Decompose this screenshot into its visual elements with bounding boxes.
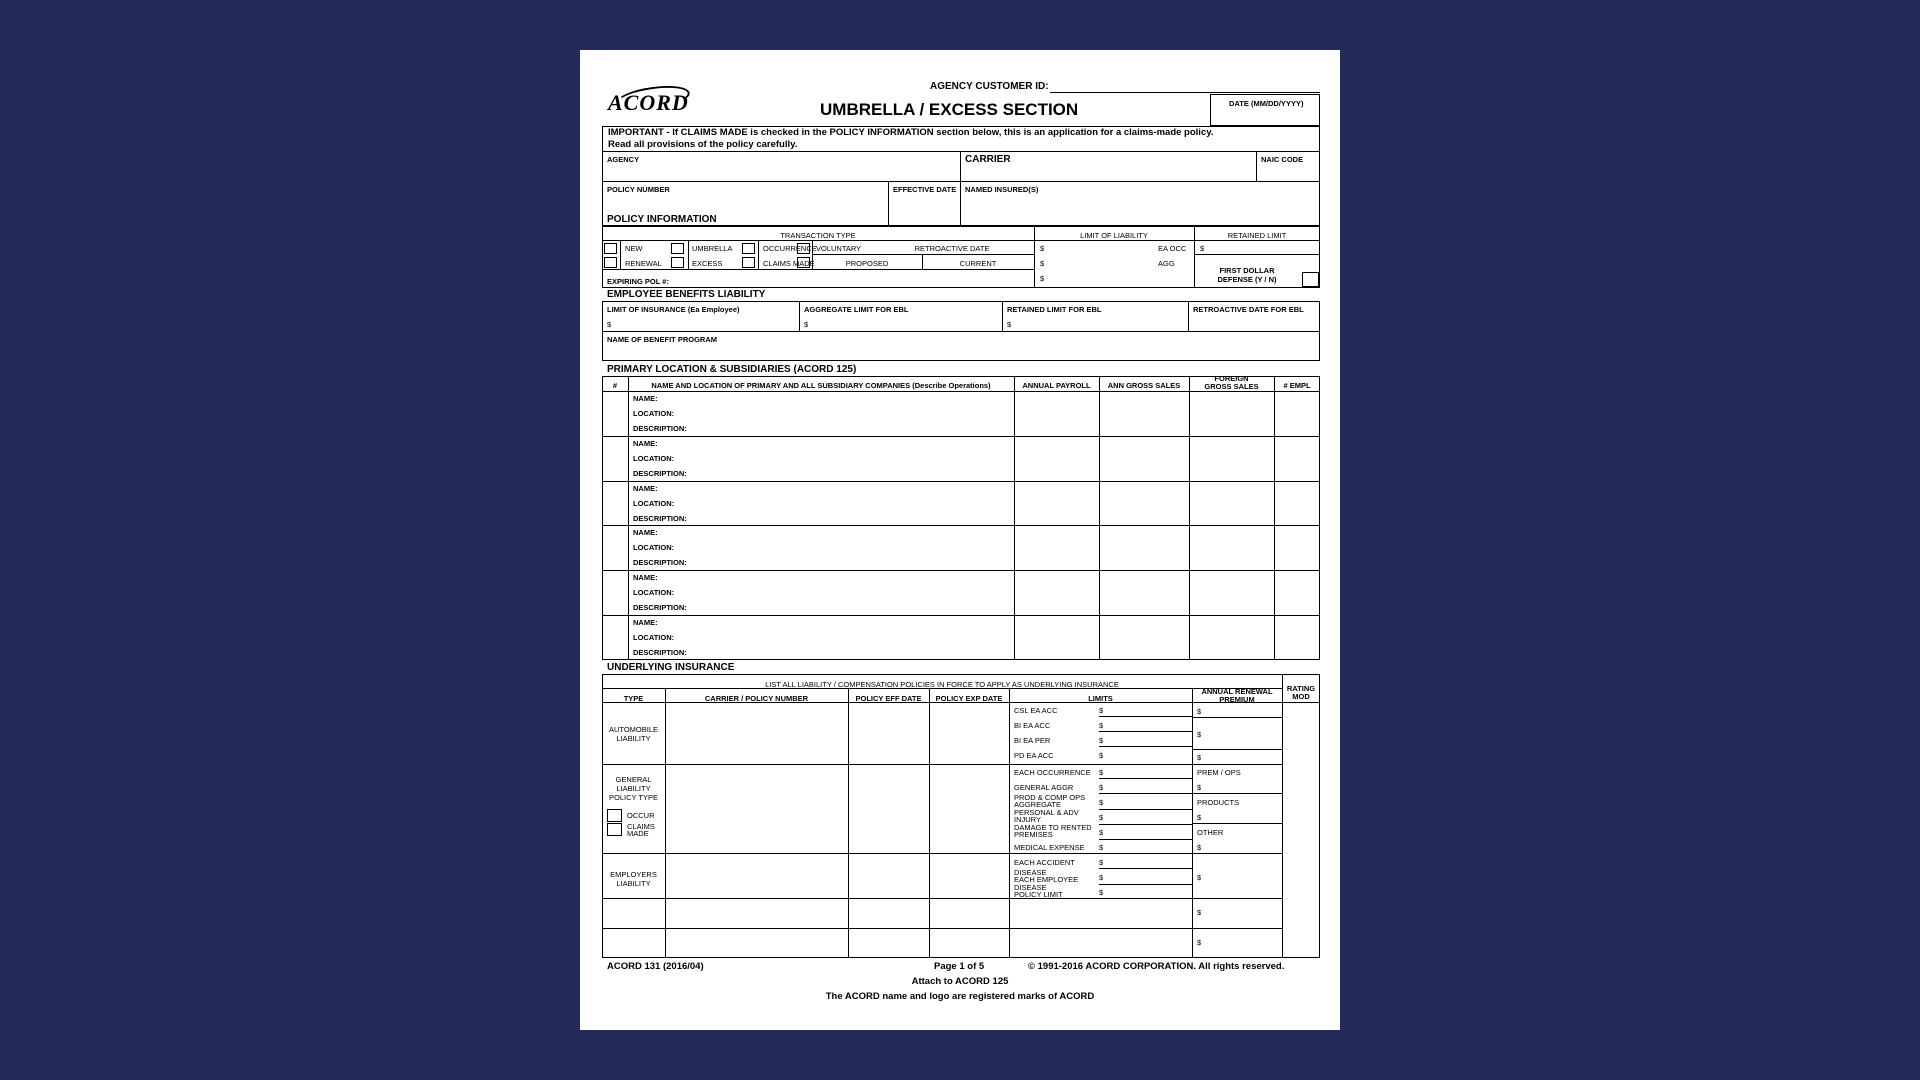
limit-line-1: PERSONAL & ADV xyxy=(1014,808,1079,817)
divider xyxy=(602,436,1320,437)
gl-line-1: GENERAL xyxy=(615,775,652,784)
col-exp-header: POLICY EXP DATE xyxy=(935,694,1003,703)
dollar-sign: $ xyxy=(1197,813,1202,822)
dollar-sign: $ xyxy=(1099,798,1104,807)
divider xyxy=(1274,376,1275,660)
name-label: NAME: xyxy=(633,394,658,403)
col-eff-header: POLICY EFF DATE xyxy=(855,694,922,703)
divider xyxy=(602,151,1320,152)
divider xyxy=(799,301,800,331)
limit-label xyxy=(1014,869,1078,883)
divider xyxy=(1194,254,1320,255)
limit-label: CSL EA ACC xyxy=(1014,706,1058,715)
expiring-pol-label: EXPIRING POL #: xyxy=(607,277,669,286)
limit-underline[interactable] xyxy=(1099,716,1192,717)
description-label: DESCRIPTION: xyxy=(633,603,687,613)
date-label: DATE (MM/DD/YYYY) xyxy=(1229,99,1304,108)
col-rating-line-1: RATING xyxy=(1286,684,1316,693)
dollar-sign: $ xyxy=(1200,244,1205,253)
limit-label xyxy=(1014,884,1063,898)
divider xyxy=(1192,749,1282,750)
limit-label: BI EA ACC xyxy=(1014,721,1051,730)
divider xyxy=(1099,376,1100,660)
occurrence-label: OCCURRENCE xyxy=(763,244,817,253)
divider xyxy=(602,331,1320,332)
dollar-sign: $ xyxy=(1099,828,1104,837)
limit-line-2: PREMISES xyxy=(1014,830,1053,839)
acord-logo: ACORD xyxy=(608,90,689,115)
divider xyxy=(602,570,1320,571)
dollar-sign: $ xyxy=(1099,888,1104,897)
limit-underline[interactable] xyxy=(1099,809,1192,810)
named-insured-label: NAMED INSURED(S) xyxy=(965,185,1039,194)
occurrence-checkbox[interactable] xyxy=(742,243,755,254)
occur-label: OCCUR xyxy=(627,811,655,820)
limit-underline[interactable] xyxy=(1099,824,1192,825)
divider xyxy=(1282,674,1283,958)
dollar-sign: $ xyxy=(804,320,809,329)
description-label: DESCRIPTION: xyxy=(633,513,687,523)
trademark-note: The ACORD name and logo are registered marks of ACORD xyxy=(825,991,1095,1002)
location-label: LOCATION: xyxy=(633,588,675,598)
important-line-2: Read all provisions of the policy carefully. xyxy=(608,139,798,150)
primary-heading: PRIMARY LOCATION & SUBSIDIARIES (ACORD 125) xyxy=(607,364,857,375)
col-rating-line-2: MOD xyxy=(1292,692,1310,701)
limit-label: BI EA PER xyxy=(1014,736,1051,745)
dollar-sign: $ xyxy=(1197,908,1202,917)
location-label: LOCATION: xyxy=(633,498,675,508)
dollar-sign: $ xyxy=(1197,753,1202,762)
list-all-label: LIST ALL LIABILITY / COMPENSATION POLICIES IN FORCE TO APPLY AS UNDERLYING INSURANCE xyxy=(765,680,1119,689)
benefit-program-label: NAME OF BENEFIT PROGRAM xyxy=(607,335,717,344)
limit-line-1: DISEASE xyxy=(1014,883,1047,892)
limit-underline[interactable] xyxy=(1099,884,1192,885)
col-type-header: TYPE xyxy=(623,694,644,703)
form-page xyxy=(580,50,1340,1030)
divider xyxy=(602,181,1320,182)
col-empl-header: # EMPL xyxy=(1283,381,1311,390)
divider xyxy=(602,688,1282,689)
divider xyxy=(602,764,1282,765)
agg-label: AGG xyxy=(1158,259,1175,268)
divider xyxy=(812,254,1034,255)
claims-made-gl-checkbox[interactable] xyxy=(607,823,622,836)
name-label: NAME: xyxy=(633,573,658,583)
carrier-label: CARRIER xyxy=(965,154,1011,165)
policy-info-heading: POLICY INFORMATION xyxy=(607,214,717,225)
auto-liability-type xyxy=(602,725,665,743)
dollar-sign: $ xyxy=(607,320,612,329)
claims-line-2: MADE xyxy=(627,829,649,838)
effective-date-label: EFFECTIVE DATE xyxy=(893,185,957,194)
auto-line-2: LIABILITY xyxy=(616,734,651,743)
location-label: LOCATION: xyxy=(633,409,675,418)
dollar-sign: $ xyxy=(1099,783,1104,792)
divider xyxy=(1009,688,1010,958)
voluntary-label: VOLUNTARY xyxy=(816,244,862,253)
retroactive-date-label: RETROACTIVE DATE xyxy=(914,244,990,253)
limit-underline[interactable] xyxy=(1099,868,1192,869)
excess-checkbox[interactable] xyxy=(671,257,684,268)
name-label: NAME: xyxy=(633,618,658,627)
divider xyxy=(665,688,666,958)
dollar-sign: $ xyxy=(1197,730,1202,739)
limit-label: EACH OCCURRENCE xyxy=(1014,768,1091,777)
ebl-retained-label: RETAINED LIMIT FOR EBL xyxy=(1007,305,1102,314)
ebl-heading: EMPLOYEE BENEFITS LIABILITY xyxy=(607,289,766,300)
name-label: NAME: xyxy=(633,483,658,493)
ea-occ-label: EA OCC xyxy=(1158,244,1187,253)
limit-line-1: PROD & COMP OPS xyxy=(1014,793,1086,802)
limit-line-2: AGGREGATE xyxy=(1014,800,1061,809)
limit-underline[interactable] xyxy=(1099,746,1192,747)
primary-table xyxy=(602,376,1320,660)
products-label: PRODUCTS xyxy=(1197,798,1240,807)
form-title: UMBRELLA / EXCESS SECTION xyxy=(820,100,1079,119)
dollar-sign: $ xyxy=(1099,751,1104,760)
emp-line-1: EMPLOYERS xyxy=(610,870,657,879)
description-label: DESCRIPTION: xyxy=(633,648,687,657)
umbrella-label: UMBRELLA xyxy=(692,244,733,253)
divider xyxy=(1256,151,1257,181)
excess-label: EXCESS xyxy=(692,259,723,268)
divider xyxy=(1192,823,1282,824)
divider xyxy=(602,853,1282,854)
col-num-header: # xyxy=(612,381,618,390)
dollar-sign: $ xyxy=(1007,320,1012,329)
gl-line-3: POLICY TYPE xyxy=(609,793,658,802)
current-label: CURRENT xyxy=(959,259,997,268)
gl-line-2: LIABILITY xyxy=(616,784,651,793)
divider xyxy=(602,269,1034,270)
claims-made-checkbox[interactable] xyxy=(742,257,755,268)
date-field[interactable] xyxy=(1210,94,1320,126)
attach-note: Attach to ACORD 125 xyxy=(911,976,1009,987)
divider xyxy=(602,391,1320,392)
occur-checkbox[interactable] xyxy=(607,809,622,822)
location-label: LOCATION: xyxy=(633,453,675,463)
claims-line-1: CLAIMS xyxy=(627,822,655,831)
employers-liability-type xyxy=(602,870,665,888)
description-label: DESCRIPTION: xyxy=(633,424,687,433)
ebl-retro-label: RETROACTIVE DATE FOR EBL xyxy=(1193,305,1304,314)
retained-limit-label: RETAINED LIMIT xyxy=(1227,231,1287,240)
umbrella-checkbox[interactable] xyxy=(671,243,684,254)
col-foreign-line-2: GROSS SALES xyxy=(1204,382,1259,391)
divider xyxy=(620,240,621,269)
description-label: DESCRIPTION: xyxy=(633,558,687,568)
description-label: DESCRIPTION: xyxy=(633,468,687,478)
limit-line-1: DAMAGE TO RENTED xyxy=(1014,823,1092,832)
ebl-limit-label: LIMIT OF INSURANCE (Ea Employee) xyxy=(607,305,740,314)
page-number: Page 1 of 5 xyxy=(934,961,985,972)
col-payroll-header: ANNUAL PAYROLL xyxy=(1022,381,1091,390)
divider xyxy=(602,615,1320,616)
divider xyxy=(602,525,1320,526)
agency-label: AGENCY xyxy=(607,155,640,164)
divider xyxy=(1014,376,1015,660)
copyright: © 1991-2016 ACORD CORPORATION. All rights reserved. xyxy=(1028,961,1285,972)
policy-number-label: POLICY NUMBER xyxy=(607,185,670,194)
divider xyxy=(1192,717,1282,718)
location-label: LOCATION: xyxy=(633,543,675,553)
divider xyxy=(602,240,1320,241)
dollar-sign: $ xyxy=(1197,938,1202,947)
limit-of-liability-label: LIMIT OF LIABILITY xyxy=(1080,231,1148,240)
col-premium-line-2: PREMIUM xyxy=(1219,695,1255,704)
important-notice xyxy=(608,127,1213,151)
name-label: NAME: xyxy=(633,438,658,448)
divider xyxy=(1192,793,1282,794)
dollar-sign: $ xyxy=(1099,736,1104,745)
limit-line-1: DISEASE xyxy=(1014,868,1047,877)
divider xyxy=(960,151,961,226)
limit-underline[interactable] xyxy=(1099,778,1192,779)
auto-line-1: AUTOMOBILE xyxy=(608,725,659,734)
col-carrier-header: CARRIER / POLICY NUMBER xyxy=(704,694,809,703)
important-line-1: IMPORTANT - If CLAIMS MADE is checked in the POLICY INFORMATION section below, this is an application for a claims-made policy. xyxy=(608,127,1214,138)
col-sales-header: ANN GROSS SALES xyxy=(1107,381,1181,390)
limit-underline[interactable] xyxy=(1099,731,1192,732)
limit-label: PD EA ACC xyxy=(1014,751,1054,760)
renewal-checkbox[interactable] xyxy=(604,257,617,268)
dollar-sign: $ xyxy=(1197,873,1202,882)
divider xyxy=(688,240,689,269)
limit-label xyxy=(1014,794,1085,808)
col-limits-header: LIMITS xyxy=(1088,694,1113,703)
general-liability-type xyxy=(602,775,665,802)
col-name-header: NAME AND LOCATION OF PRIMARY AND ALL SUBSIDIARY COMPANIES (Describe Operations) xyxy=(651,381,991,390)
dollar-sign: $ xyxy=(1040,244,1045,253)
divider xyxy=(758,240,759,269)
first-dollar-line-2: DEFENSE (Y / N) xyxy=(1217,275,1277,284)
col-rating-header xyxy=(1282,685,1320,701)
divider xyxy=(602,928,1282,929)
divider xyxy=(1002,301,1003,331)
limit-label: GENERAL AGGR xyxy=(1014,783,1074,792)
dollar-sign: $ xyxy=(1197,783,1202,792)
col-foreign-line-1: FOREIGN xyxy=(1214,374,1249,383)
location-label: LOCATION: xyxy=(633,633,675,642)
limit-underline[interactable] xyxy=(1099,793,1192,794)
divider xyxy=(848,688,849,958)
renewal-label: RENEWAL xyxy=(625,259,662,268)
other-label: OTHER xyxy=(1197,828,1224,837)
limit-line-2: EACH EMPLOYEE xyxy=(1014,875,1079,884)
agency-customer-id-label: AGENCY CUSTOMER ID: xyxy=(930,81,1049,92)
limit-label: MEDICAL EXPENSE xyxy=(1014,843,1085,852)
ebl-aggregate-label: AGGREGATE LIMIT FOR EBL xyxy=(804,305,909,314)
dollar-sign: $ xyxy=(1099,768,1104,777)
transaction-type-label: TRANSACTION TYPE xyxy=(780,231,856,240)
col-foreign-header xyxy=(1189,375,1274,391)
new-label: NEW xyxy=(625,244,643,253)
divider xyxy=(888,181,889,226)
underlying-heading: UNDERLYING INSURANCE xyxy=(607,662,735,673)
dollar-sign: $ xyxy=(1099,721,1104,730)
agency-customer-id-field[interactable] xyxy=(1050,92,1320,93)
first-dollar-defense-label xyxy=(1194,266,1300,284)
limit-line-2: POLICY LIMIT xyxy=(1014,890,1063,899)
dollar-sign: $ xyxy=(1099,873,1104,882)
emp-line-2: LIABILITY xyxy=(616,879,651,888)
dollar-sign: $ xyxy=(1197,843,1202,852)
dollar-sign: $ xyxy=(1040,259,1045,268)
dollar-sign: $ xyxy=(1099,706,1104,715)
col-premium-line-1: ANNUAL RENEWAL xyxy=(1201,687,1273,696)
col-premium-header xyxy=(1192,688,1282,704)
divider xyxy=(1189,376,1190,660)
limit-label xyxy=(1014,809,1079,823)
divider xyxy=(602,481,1320,482)
first-dollar-defense-field[interactable] xyxy=(1302,272,1319,287)
name-label: NAME: xyxy=(633,528,658,538)
dollar-sign: $ xyxy=(1099,843,1104,852)
dollar-sign: $ xyxy=(1099,813,1104,822)
limit-label: EACH ACCIDENT xyxy=(1014,858,1075,867)
naic-code-label: NAIC CODE xyxy=(1261,155,1304,164)
divider xyxy=(628,376,629,660)
divider xyxy=(602,898,1282,899)
proposed-label: PROPOSED xyxy=(845,259,889,268)
divider xyxy=(1188,301,1189,331)
dollar-sign: $ xyxy=(1197,707,1202,716)
first-dollar-line-1: FIRST DOLLAR xyxy=(1219,266,1275,275)
new-checkbox[interactable] xyxy=(604,243,617,254)
limit-line-2: INJURY xyxy=(1014,815,1041,824)
dollar-sign: $ xyxy=(1099,858,1104,867)
claims-made-label: CLAIMS MADE xyxy=(763,259,815,268)
limit-underline[interactable] xyxy=(1099,839,1192,840)
form-id: ACORD 131 (2016/04) xyxy=(607,961,704,972)
divider xyxy=(929,688,930,958)
limit-label xyxy=(1014,824,1092,838)
claims-made-gl-label xyxy=(627,823,655,837)
dollar-sign: $ xyxy=(1040,274,1045,283)
prem-ops-label: PREM / OPS xyxy=(1197,768,1241,777)
